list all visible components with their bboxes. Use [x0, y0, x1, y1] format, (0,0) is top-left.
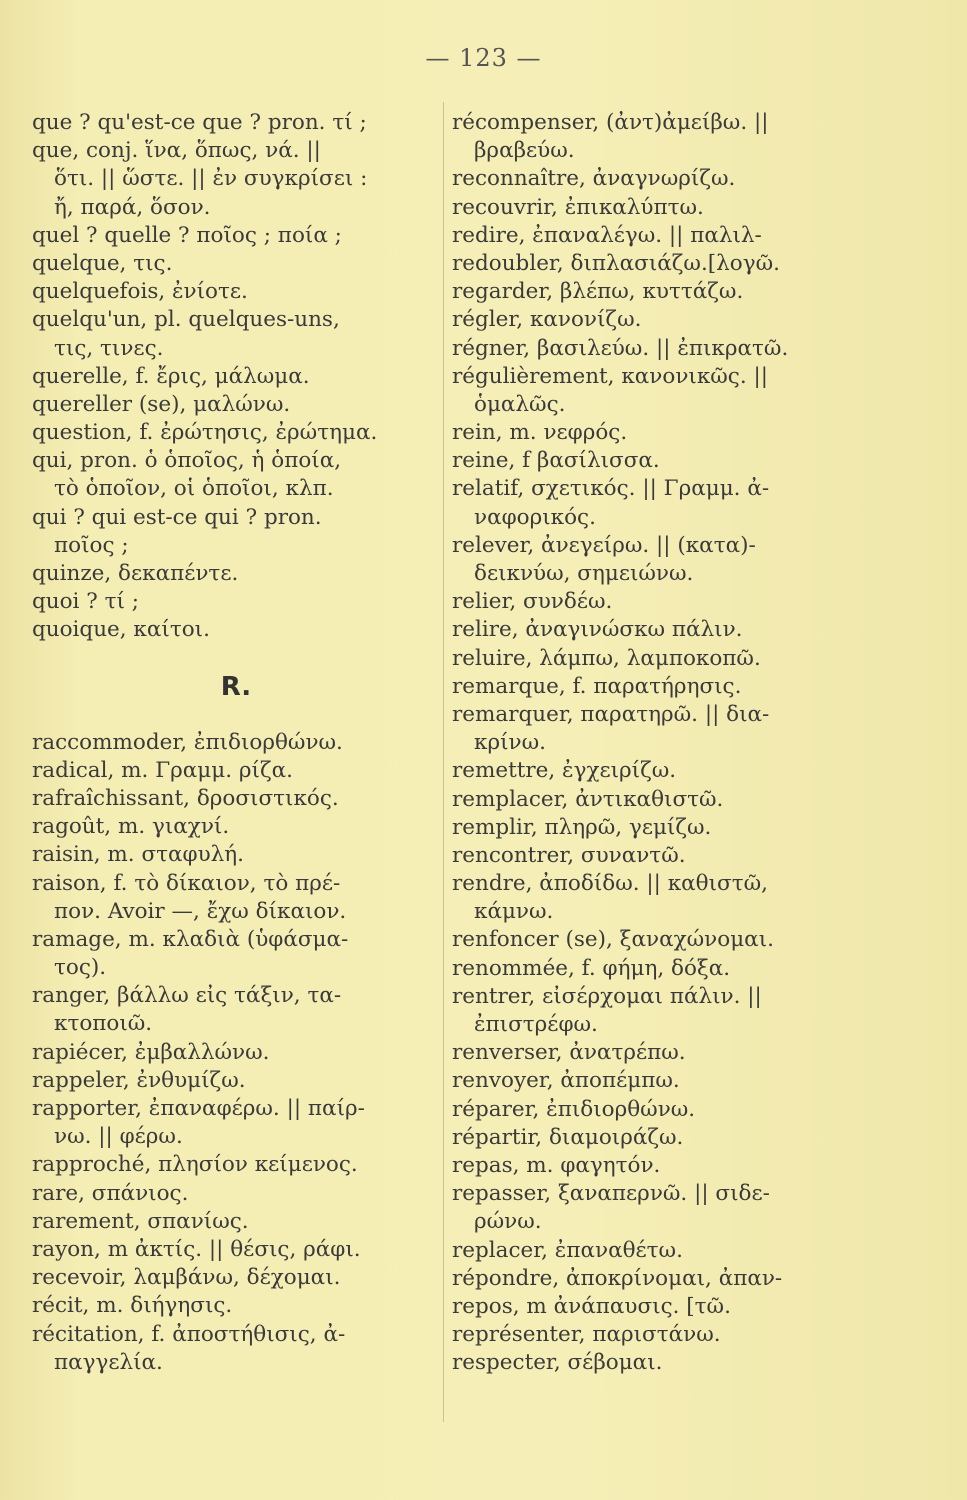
- right-column: [452, 109, 864, 1377]
- entry-continuation-line: βραβεύω.: [474, 138, 575, 164]
- entry-continuation-line: πον. Avoir —, ἔχω δίκαιον.: [54, 898, 347, 924]
- page-number: — 123 —: [425, 44, 542, 72]
- entry-line: raisin, m. σταφυλή.: [32, 842, 245, 868]
- entry-line: quereller (se), μαλώνω.: [32, 391, 291, 417]
- entry-line: ragoût, m. γιαχνί.: [32, 814, 230, 840]
- entry-continuation-line: ποῖος ;: [54, 532, 129, 558]
- entry-line: que ? qu'est-ce que ? pron. τί ;: [32, 110, 367, 135]
- entry-line: répartir, διαμοιράζω.: [452, 1124, 684, 1150]
- entry-line: question, f. ἐρώτησις, ἐρώτημα.: [32, 420, 378, 446]
- entry-line: relever, ἀνεγείρω. || (κατα)-: [452, 532, 756, 558]
- entry-line: replacer, ἐπαναθέτω.: [452, 1237, 683, 1263]
- entry-line: redire, ἐπαναλέγω. || παλιλ-: [452, 222, 762, 248]
- entry-line: quel ? quelle ? ποῖος ; ποία ;: [32, 222, 342, 248]
- entry-line: rarement, σπανίως.: [32, 1208, 249, 1234]
- entry-line: relire, ἀναγινώσκω πάλιν.: [452, 617, 743, 643]
- entry-continuation-line: ὁμαλῶς.: [474, 391, 566, 417]
- entry-line: rappeler, ἐνθυμίζω.: [32, 1067, 246, 1093]
- entry-line: réparer, ἐπιδιορθώνω.: [452, 1096, 696, 1122]
- entry-line: ranger, βάλλω εἰς τάξιν, τα-: [32, 983, 342, 1009]
- entry-line: rendre, ἀποδίδω. || καθιστῶ,: [452, 871, 768, 897]
- entry-line: respecter, σέβομαι.: [452, 1350, 663, 1376]
- entry-line: récit, m. διήγησις.: [32, 1293, 233, 1319]
- entry-line: remarque, f. παρατήρησις.: [452, 673, 742, 699]
- entry-line: radical, m. Γραμμ. ρίζα.: [32, 757, 293, 783]
- entry-line: renfoncer (se), ξαναχώνομαι.: [452, 927, 774, 953]
- entry-continuation-line: ἤ, παρά, ὅσον.: [54, 194, 211, 220]
- entry-line: querelle, f. ἔρις, μάλωμα.: [32, 363, 310, 389]
- entry-continuation-line: τις, τινες.: [54, 335, 164, 361]
- entry-line: rein, m. νεφρός.: [452, 420, 628, 446]
- entry-line: quelqu'un, pl. quelques-uns,: [32, 307, 340, 333]
- entry-line: répondre, ἀποκρίνομαι, ἀπαν-: [452, 1265, 783, 1291]
- entry-continuation-line: τὸ ὁποῖον, οἱ ὁποῖοι, κλπ.: [54, 476, 334, 502]
- entry-line: rafraîchissant, δροσιστικός.: [32, 785, 339, 811]
- entry-line: qui, pron. ὁ ὁποῖος, ἡ ὁποία,: [32, 448, 342, 474]
- entry-line: régulièrement, κανονικῶς. ||: [452, 363, 768, 389]
- entry-line: redoubler, διπλασιάζω.[λογῶ.: [452, 250, 780, 276]
- entry-line: reine, f βασίλισσα.: [452, 448, 660, 474]
- entry-line: régner, βασιλεύω. || ἐπικρατῶ.: [452, 335, 789, 361]
- entry-continuation-line: κρίνω.: [474, 730, 546, 756]
- entry-continuation-line: δεικνύω, σημειώνω.: [474, 561, 694, 586]
- right-column-entries: [452, 109, 864, 1377]
- entry-line: rentrer, εἰσέρχομαι πάλιν. ||: [452, 983, 762, 1009]
- entry-line: ramage, m. κλαδιὰ (ὑφάσμα-: [32, 926, 349, 952]
- entry-line: quelque, τις.: [32, 250, 173, 276]
- entry-line: rencontrer, συναντῶ.: [452, 842, 686, 868]
- left-column-r-entries: [32, 729, 440, 1377]
- entry-continuation-line: ναφορικός.: [474, 504, 596, 530]
- entry-line: remplacer, ἀντικαθιστῶ.: [452, 786, 724, 812]
- entry-continuation-line: ἐπιστρέφω.: [474, 1012, 598, 1037]
- entry-continuation-line: κτοποιῶ.: [54, 1011, 153, 1037]
- entry-continuation-line: νω. || φέρω.: [54, 1124, 183, 1150]
- left-column: [32, 109, 440, 1377]
- entry-line: repos, m ἀνάπαυσις. [τῶ.: [452, 1293, 731, 1319]
- entry-line: regarder, βλέπω, κυττάζω.: [452, 279, 744, 305]
- entry-line: relatif, σχετικός. || Γραμμ. ἀ-: [452, 476, 770, 502]
- entry-line: rapporter, ἐπαναφέρω. || παίρ-: [32, 1096, 365, 1121]
- entry-continuation-line: κάμνω.: [474, 899, 554, 925]
- entry-line: remettre, ἐγχειρίζω.: [452, 758, 677, 784]
- entry-line: relier, συνδέω.: [452, 589, 613, 615]
- entry-line: renommée, f. φήμη, δόξα.: [452, 955, 731, 981]
- entry-line: rayon, m ἀκτίς. || θέσις, ράφι.: [32, 1236, 361, 1262]
- entry-line: repasser, ξαναπερνῶ. || σιδε-: [452, 1181, 770, 1207]
- entry-continuation-line: τος).: [54, 955, 107, 981]
- entry-line: rapproché, πλησίον κείμενος.: [32, 1152, 358, 1178]
- entry-line: quoique, καίτοι.: [32, 617, 210, 643]
- entry-line: renvoyer, ἀποπέμπω.: [452, 1068, 680, 1094]
- entry-line: quinze, δεκαπέντε.: [32, 561, 239, 586]
- entry-continuation-line: παγγελία.: [54, 1349, 163, 1375]
- entry-line: régler, κανονίζω.: [452, 307, 642, 333]
- entry-line: reconnaître, ἀναγνωρίζω.: [452, 166, 736, 192]
- entry-line: récitation, f. ἀποστήθισις, ἀ-: [32, 1321, 346, 1347]
- column-divider: [443, 102, 444, 1422]
- left-column-q-entries: [32, 109, 440, 645]
- entry-line: quoi ? τί ;: [32, 589, 140, 615]
- entry-continuation-line: ὅτι. || ὥστε. || ἐν συγκρίσει :: [54, 166, 368, 192]
- entry-line: raccommoder, ἐπιδιορθώνω.: [32, 729, 343, 755]
- entry-line: remplir, πληρῶ, γεμίζω.: [452, 814, 712, 840]
- entry-line: que, conj. ἵνα, ὅπως, νά. ||: [32, 138, 321, 164]
- entry-line: renverser, ἀνατρέπω.: [452, 1040, 686, 1066]
- entry-line: remarquer, παρατηρῶ. || δια-: [452, 701, 770, 727]
- entry-line: raison, f. τὸ δίκαιον, τὸ πρέ-: [32, 870, 341, 896]
- entry-line: qui ? qui est-ce qui ? pron.: [32, 504, 322, 530]
- entry-line: recevoir, λαμβάνω, δέχομαι.: [32, 1265, 341, 1291]
- entry-line: représenter, παριστάνω.: [452, 1322, 721, 1348]
- entry-line: rapiécer, ἐμβαλλώνω.: [32, 1039, 270, 1065]
- entry-line: rare, σπάνιος.: [32, 1180, 189, 1206]
- entry-line: quelquefois, ἐνίοτε.: [32, 279, 248, 305]
- entry-continuation-line: ρώνω.: [474, 1209, 542, 1235]
- entry-line: recouvrir, ἐπικαλύπτω.: [452, 194, 704, 220]
- entry-line: repas, m. φαγητόν.: [452, 1152, 661, 1178]
- entry-line: reluire, λάμπω, λαμποκοπῶ.: [452, 645, 761, 671]
- entry-line: récompenser, (ἀντ)ἀμείβω. ||: [452, 110, 769, 135]
- section-letter-heading: R.: [220, 671, 252, 702]
